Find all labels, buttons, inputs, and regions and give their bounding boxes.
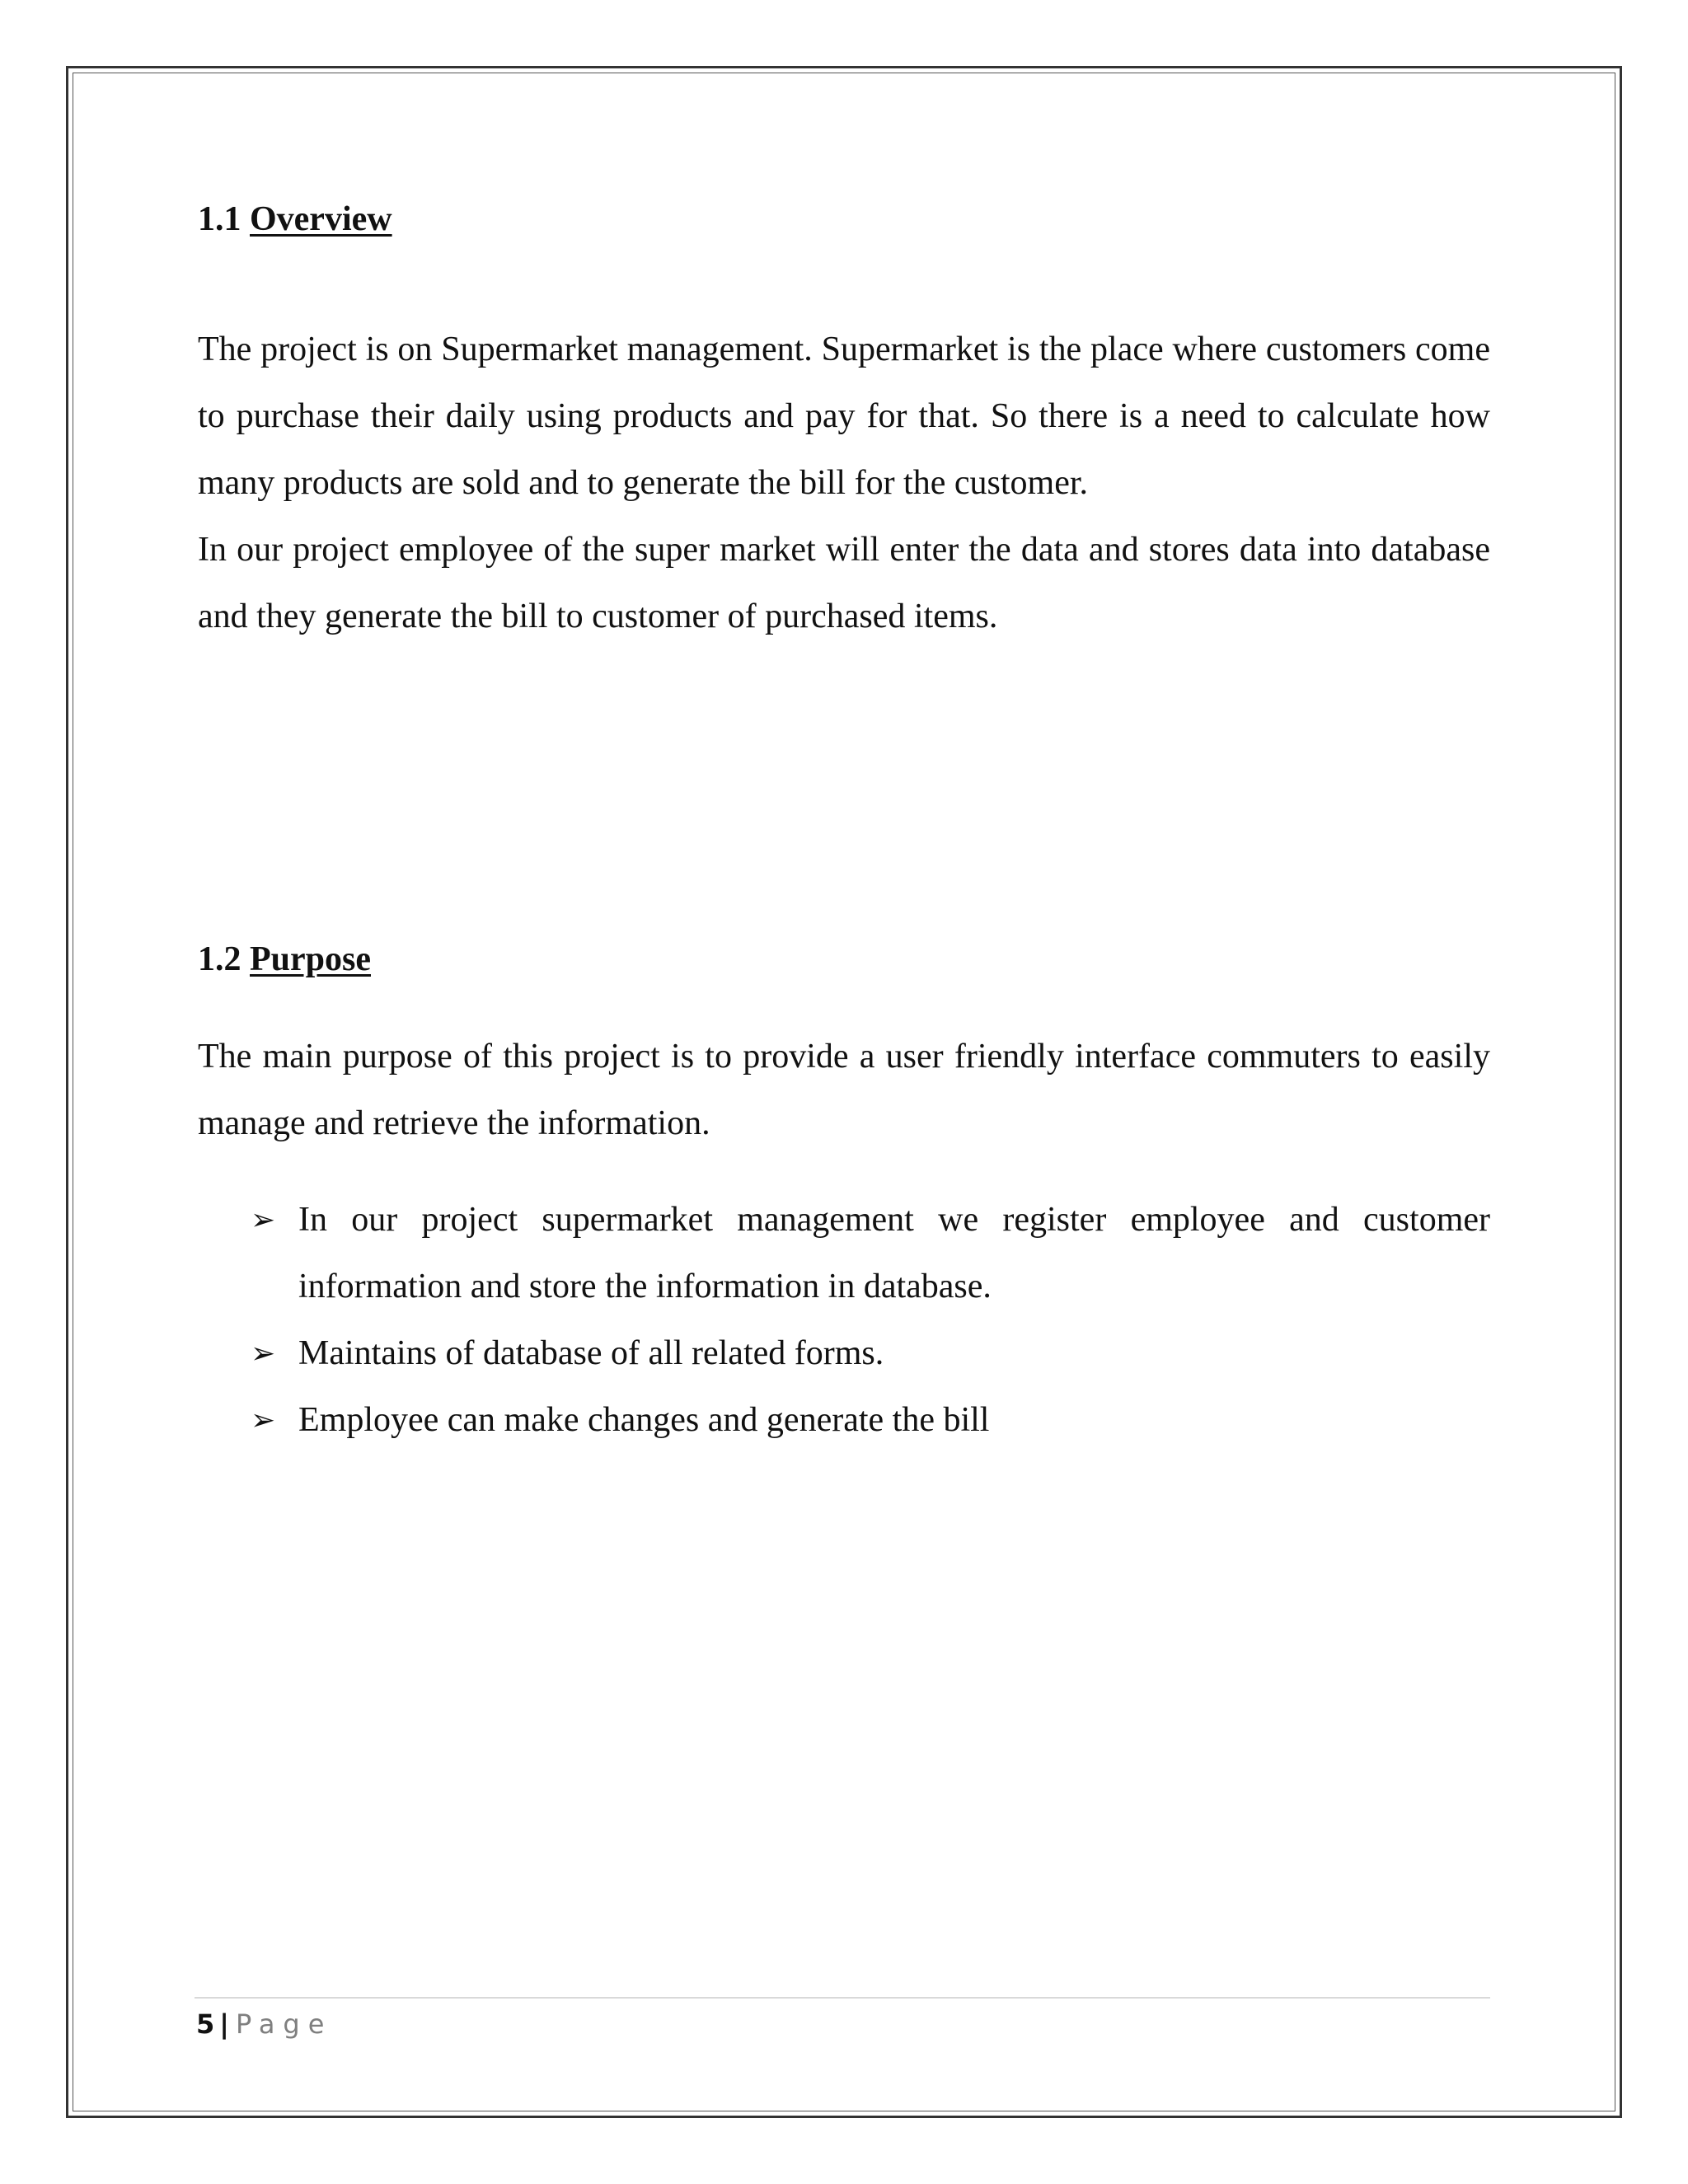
section-title: Overview — [250, 200, 392, 238]
list-item-text: Maintains of database of all related forms. — [298, 1334, 884, 1372]
list-item-text: In our project supermarket management we register employee and customer information and store the information in database. — [298, 1201, 1490, 1305]
purpose-body — [198, 1024, 1490, 1157]
overview-paragraph: In our project employee of the super market will enter the data and stores data into database and they generate the bill to customer of purchased items. — [198, 531, 1490, 635]
arrow-bullet-icon: ➢ — [251, 1404, 276, 1437]
footer-divider — [195, 1997, 1490, 1999]
section-title: Purpose — [250, 940, 371, 978]
list-item — [247, 1187, 1490, 1320]
purpose-bullet-list — [247, 1187, 1490, 1454]
arrow-bullet-icon: ➢ — [251, 1337, 276, 1371]
page-footer — [196, 2008, 332, 2041]
section-number: 1.2 — [198, 940, 241, 978]
list-item — [247, 1387, 1490, 1454]
list-item-text: Employee can make changes and generate the bill — [298, 1401, 990, 1439]
page-label: Page — [235, 2008, 333, 2040]
footer-separator: | — [219, 2008, 229, 2040]
page-number: 5 — [196, 2008, 215, 2040]
purpose-paragraph: The main purpose of this project is to provide a user friendly interface commuters to easily manage and retrieve the information. — [198, 1038, 1490, 1142]
section-heading-overview — [198, 198, 392, 241]
overview-paragraph: The project is on Supermarket management. Supermarket is the place where customers come to purchase their daily using products and pay for that. So there is a need to calculate how many products are sold and to generate the bill for the customer. — [198, 330, 1490, 502]
overview-body — [198, 316, 1490, 650]
section-number: 1.1 — [198, 200, 241, 238]
list-item — [247, 1320, 1490, 1387]
section-heading-purpose — [198, 938, 371, 981]
arrow-bullet-icon: ➢ — [251, 1203, 276, 1237]
